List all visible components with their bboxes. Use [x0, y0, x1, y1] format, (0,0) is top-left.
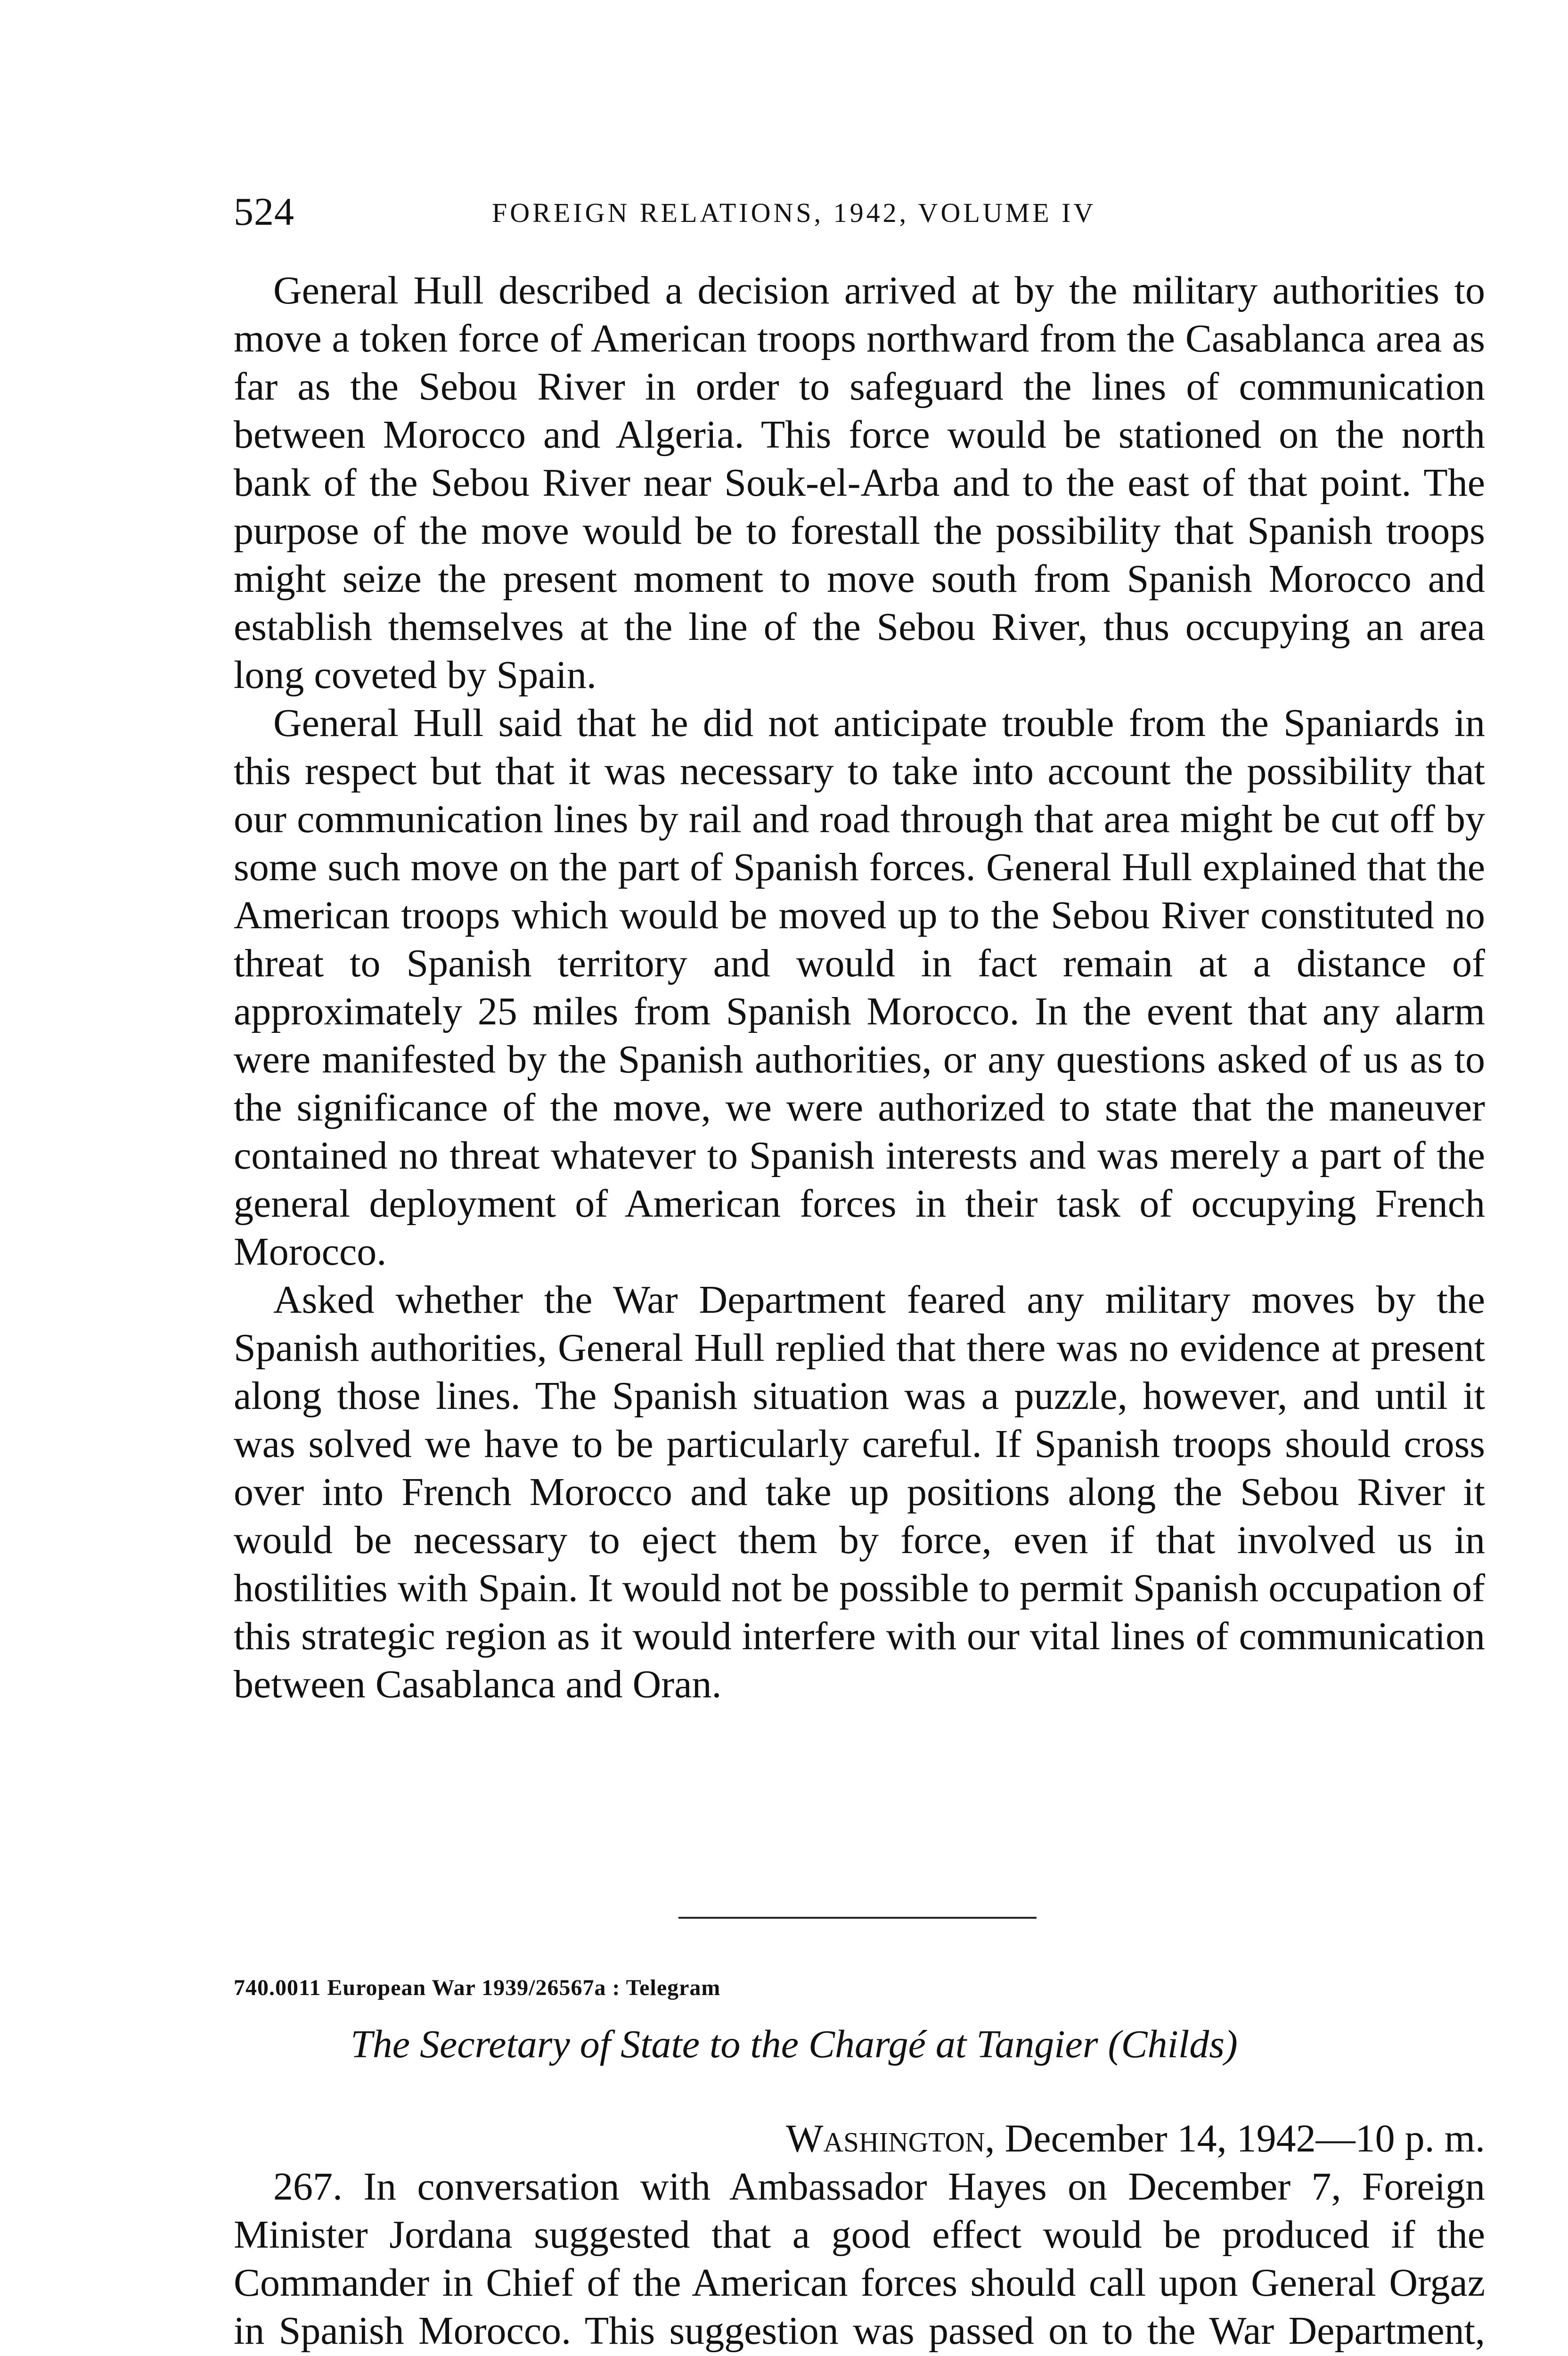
dateline	[720, 2115, 1485, 2163]
page-number: 524	[234, 190, 294, 234]
document-title: The Secretary of State to the Chargé at Tangier (Childs)	[351, 2022, 1238, 2066]
file-reference: 740.0011 European War 1939/26567a : Telegram	[234, 1975, 721, 2000]
body-paragraph: Asked whether the War Department feared any military moves by the Spanish authorities, General Hull replied that there was no evidence at present along those lines. The Spanish situation was a puzzle, however, and until it was solved we have to be particularly careful. If Spanish troops should cross over into French Morocco and take up positions along the Sebou River it would be necessary to eject them by force, even if that involved us in hostilities with Spain. It would not be possible to permit Spanish occupation of this strategic region as it would interfere with our vital lines of communication between Casablanca and Oran.	[234, 1278, 1485, 1706]
memorandum-body	[234, 267, 1485, 1709]
volume-header-title: FOREIGN RELATIONS, 1942, VOLUME IV	[492, 197, 1096, 228]
body-paragraph: General Hull described a decision arrived at by the military authorities to move a token force of American troops northward from the Casablanca area as far as the Sebou River in order to safeguard the lines of communication between Morocco and Algeria. This force would be stationed on the north bank of the Sebou River near Souk-el-Arba and to the east of that point. The purpose of the move would be to forestall the possibility that Spanish troops might seize the present moment to move south from Spanish Morocco and establish themselves at the line of the Sebou River, thus occupying an area long coveted by Spain.	[234, 269, 1485, 697]
dateline-place: Washington,	[786, 2117, 995, 2160]
section-divider	[678, 1917, 1037, 1919]
telegram-paragraph: 267. In conversation with Ambassador Hayes on December 7, Foreign Minister Jordana suggested that a good effect would be produced if the Commander in Chief of the American forces should call upon General Orgaz in Spanish Morocco. This suggestion was passed on to the War Department,	[234, 2165, 1485, 2353]
dateline-date: December 14, 1942—10 p. m.	[1004, 2117, 1485, 2160]
telegram-body	[234, 2163, 1485, 2356]
running-header	[234, 188, 1485, 240]
body-paragraph: General Hull said that he did not anticipate trouble from the Spaniards in this respect but that it was necessary to take into account the possibility that our communication lines by rail and road through that area might be cut off by some such move on the part of Spanish forces. General Hull explained that the American troops which would be moved up to the Sebou River constituted no threat to Spanish territory and would in fact remain at a distance of approximately 25 miles from Spanish Morocco. In the event that any alarm were manifested by the Spanish authorities, or any questions asked of us as to the significance of the move, we were authorized to state that the maneuver contained no threat whatever to Spanish interests and was merely a part of the general deployment of American forces in their task of occupying French Morocco.	[234, 701, 1485, 1274]
